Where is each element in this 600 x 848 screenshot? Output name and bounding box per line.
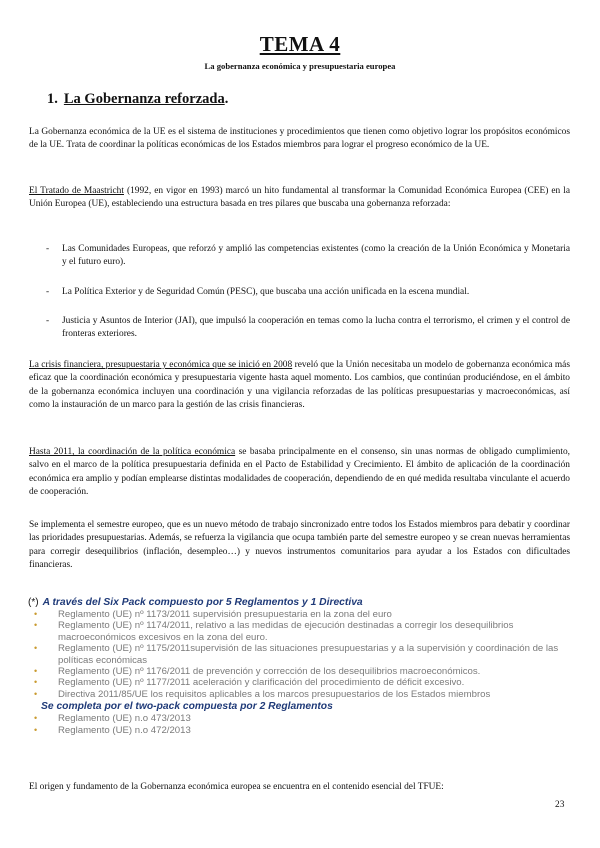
list-item-text: Directiva 2011/85/UE los requisitos aplicables a los marcos presupuestarios de los Estados miembros — [58, 688, 491, 700]
bullet-icon: • — [34, 688, 38, 699]
list-item — [28, 713, 576, 724]
section-number: 1. — [47, 91, 58, 107]
paragraph-semestre: Se implementa el semestre europeo, que es un nuevo método de trabajo sincronizado entre todos los Estados miembros para debatir y coordinar las prioridades presupuestarias. Además, se refuerza la vigilancia que ocupa también parte del semestre europeo y se crean nuevas herramientas para corregir desequilibrios (inflación, desempleo…) y nuevos instrumentos comunitarios para ayudar a los Estados con dificultades financieras. — [29, 520, 570, 571]
paragraph-crisis — [29, 359, 570, 413]
page-number: 23 — [555, 800, 565, 810]
six-pack-heading-text: A través del Six Pack compuesto por 5 Reglamentos y 1 Directiva — [42, 597, 363, 608]
list-item — [28, 643, 576, 666]
paragraph-crisis-text: reveló que la Unión necesitaba un modelo de gobernanza económica más eficaz que la coordinación económica y presupuestaria vigente hasta aquel momento. Los cambios, que continúan produciéndose, en el ámbito de la gobernanza económica incluyen una coordinación y una vigilancia reforzadas de las políticas presupuestarias y macroeconómicas, así como la instauración de un marco para la gestión de las crisis financieras. — [29, 360, 570, 411]
six-pack-list — [28, 609, 576, 700]
bullet-icon: • — [34, 643, 38, 654]
dash-marker: - — [46, 244, 50, 254]
two-pack-heading: Se completa por el two-pack compuesta por 2 Reglamentos — [41, 701, 333, 713]
paragraph-coordination — [29, 446, 570, 500]
list-item — [28, 677, 576, 688]
page-subtitle: La gobernanza económica y presupuestaria europea — [204, 61, 396, 71]
paragraph-intro: La Gobernanza económica de la UE es el sistema de instituciones y procedimientos que tienen como objetivo lograr los propósitos económicos de la UE. Trata de coordinar la políticas económicas de los Estados miembros para lograr el progreso económico de la UE. — [29, 127, 570, 151]
list-item-text: Reglamento (UE) nº 1173/2011 supervisión presupuestaria en la zona del euro — [58, 609, 392, 620]
list-item — [28, 666, 576, 677]
bullet-icon: • — [34, 677, 38, 688]
list-item — [28, 609, 576, 620]
list-item-text: Reglamento (UE) nº 1175/2011supervisión de las situaciones presupuestarias y a la supervisión y coordinación de las políticas económicas — [58, 643, 559, 666]
paragraph-crisis-lead: La crisis financiera, presupuestaria y económica que se inició en 2008 — [29, 360, 293, 370]
section-heading — [47, 91, 228, 108]
list-item-text: Reglamento (UE) nº 1176/2011 de prevención y corrección de los desequilibrios macroeconómicos. — [58, 666, 481, 678]
list-item — [28, 725, 576, 736]
bullet-icon: • — [34, 620, 38, 631]
list-item — [28, 620, 576, 643]
regulations-box — [28, 596, 576, 736]
paragraph-coordination-lead: Hasta 2011, la coordinación de la política económica — [29, 447, 236, 457]
section-title-period: . — [224, 91, 229, 107]
bullet-icon: • — [34, 666, 38, 677]
paragraph-maastricht — [29, 185, 570, 212]
pillar-text: Las Comunidades Europeas, que reforzó y amplió las competencias existentes (como la creación de la Unión Económica y Monetaria y el futuro euro). — [62, 244, 570, 268]
dash-marker: - — [46, 287, 50, 297]
two-pack-list — [28, 713, 576, 736]
pillar-item — [46, 243, 570, 270]
page-title: TEMA 4 — [259, 32, 341, 56]
paragraph-maastricht-text: (1992, en vigor en 1993) marcó un hito fundamental al transformar la Comunidad Económica Europea (CEE) en la Unión Europea (UE), estableciendo una estructura basada en tres pilares que buscaba una gobernanza reforzada: — [29, 186, 571, 210]
list-item-text: Reglamento (UE) nº 1177/2011 aceleración y clarificación del procedimiento de déficit excesivo. — [58, 677, 465, 689]
dash-marker: - — [46, 316, 50, 326]
paragraph-coordination-text: se basaba principalmente en el consenso, sin unas normas de obligado cumplimiento, salvo en el marco de la política presupuestaria definida en el Pacto de Estabilidad y Crecimiento. El ámbito de aplicación de la coordinación económica era amplio y podían emplearse distintas modalidades de cooperación, dependiendo de en qué medida resultaba vinculante el acuerdo de cooperación. — [29, 447, 570, 498]
six-pack-heading — [28, 596, 576, 609]
section-title: La Gobernanza reforzada — [63, 91, 225, 107]
list-item-text: Reglamento (UE) n.o 473/2013 — [58, 713, 191, 725]
pillar-item — [46, 286, 570, 299]
list-item-text: Reglamento (UE) nº 1174/2011, relativo a las medidas de ejecución destinadas a corregir los desequilibrios macroeconómicos excesivos en la zona del euro. — [58, 620, 514, 643]
list-item-text: Reglamento (UE) n.o 472/2013 — [58, 724, 191, 736]
pillar-text: La Política Exterior y de Seguridad Común (PESC), que buscaba una acción unificada en la escena mundial. — [62, 287, 470, 297]
bullet-icon: • — [34, 724, 38, 735]
pillar-text: Justicia y Asuntos de Interior (JAI), que impulsó la cooperación en temas como la lucha contra el terrorismo, el crimen y el control de fronteras exteriores. — [62, 316, 570, 340]
pillar-item — [46, 315, 570, 342]
bullet-icon: • — [34, 609, 38, 619]
list-item — [28, 689, 576, 700]
paragraph-closing: El origen y fundamento de la Gobernanza económica europea se encuentra en el contenido esencial del TFUE: — [29, 782, 444, 792]
bullet-icon: • — [34, 713, 38, 724]
asterisk-marker: (*) — [28, 597, 39, 608]
paragraph-maastricht-lead: El Tratado de Maastricht — [29, 186, 124, 196]
